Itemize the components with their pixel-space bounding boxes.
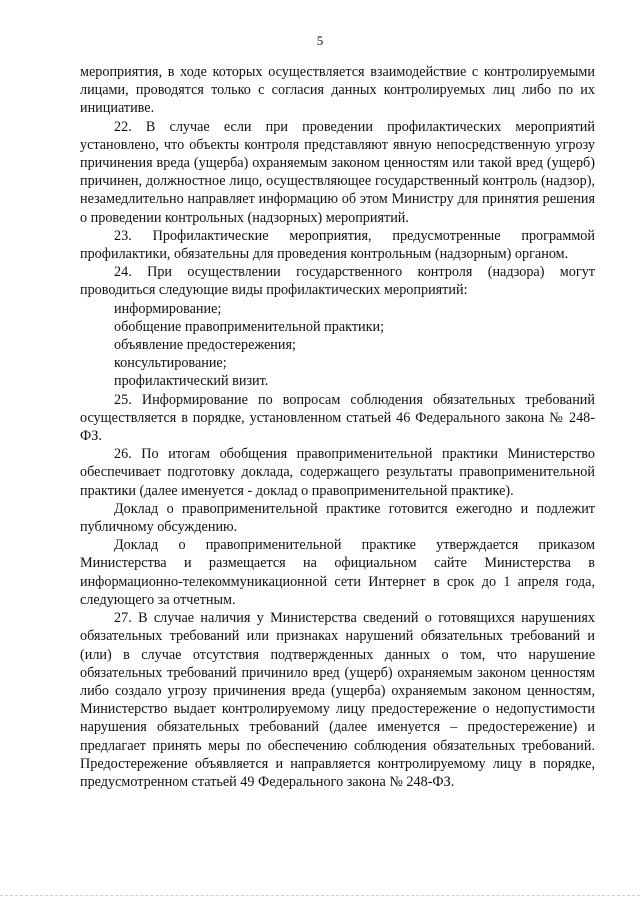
paragraph: Доклад о правоприменительной практике готовится ежегодно и подлежит публичному обсуждению. [80, 500, 595, 536]
paragraph: мероприятия, в ходе которых осуществляется взаимодействие с контролируемыми лицами, проводятся только с согласия данных контролируемых лиц либо по их инициативе. [80, 64, 595, 117]
document-body [80, 63, 595, 791]
list-item: объявление предостережения; [114, 337, 296, 354]
scan-edge-divider [0, 895, 640, 897]
paragraph-25: 25. Информирование по вопросам соблюдения обязательных требований осуществляется в порядке, установленном статьей 46 Федерального закона № 248-ФЗ. [80, 391, 595, 445]
list-item: обобщение правоприменительной практики; [114, 318, 385, 335]
list-item: профилактический визит. [114, 373, 269, 390]
paragraph-26: 26. По итогам обобщения правоприменительной практики Министерство обеспечивает подготовку доклада, содержащего результаты правоприменительной практики (далее именуется - доклад о правоприменительной практике). [80, 446, 595, 499]
list-item: информирование; [114, 300, 222, 317]
paragraph-22: 22. В случае если при проведении профилактических мероприятий установлено, что объекты контроля представляют явную непосредственную угрозу причинения вреда (ущерба) охраняемым законом ценностям или такой вред (ущерб) причинен, должностное лицо, осуществляющее государственный контроль (надзор), незамедлительно направляет информацию об этом Министру для принятия решения о проведении контрольных (надзорных) мероприятий. [80, 118, 595, 226]
page-number: 5 [316, 33, 324, 48]
list-item: консультирование; [114, 355, 227, 372]
paragraph-24: 24. При осуществлении государственного контроля (надзора) могут проводиться следующие виды профилактических мероприятий: [80, 264, 595, 299]
paragraph-27: 27. В случае наличия у Министерства сведений о готовящихся нарушениях обязательных требований или признаках нарушений обязательных требований и (или) в случае отсутствия подтвержденных данных о том, что нарушение обязательных требований причинило вред (ущерб) охраняемым законом ценностям либо создало угрозу причинения вреда (ущерба) охраняемым законом ценностям, Министерство выдает контролируемому лицу предостережение о недопустимости нарушения обязательных требований (далее именуется – предостережение) и предлагает принять меры по обеспечению соблюдения обязательных требований. Предостережение объявляется и направляется контролируемому лицу в порядке, предусмотренном статьей 49 Федерального закона № 248-ФЗ. [80, 610, 595, 790]
paragraph: Доклад о правоприменительной практике утверждается приказом Министерства и размещается на официальном сайте Министерства в информационно-телекоммуникационной сети Интернет в срок до 1 апреля года, следующего за отчетным. [80, 537, 595, 608]
paragraph-23: 23. Профилактические мероприятия, предусмотренные программой профилактики, обязательны для проведения контрольным (надзорным) органом. [80, 227, 595, 263]
